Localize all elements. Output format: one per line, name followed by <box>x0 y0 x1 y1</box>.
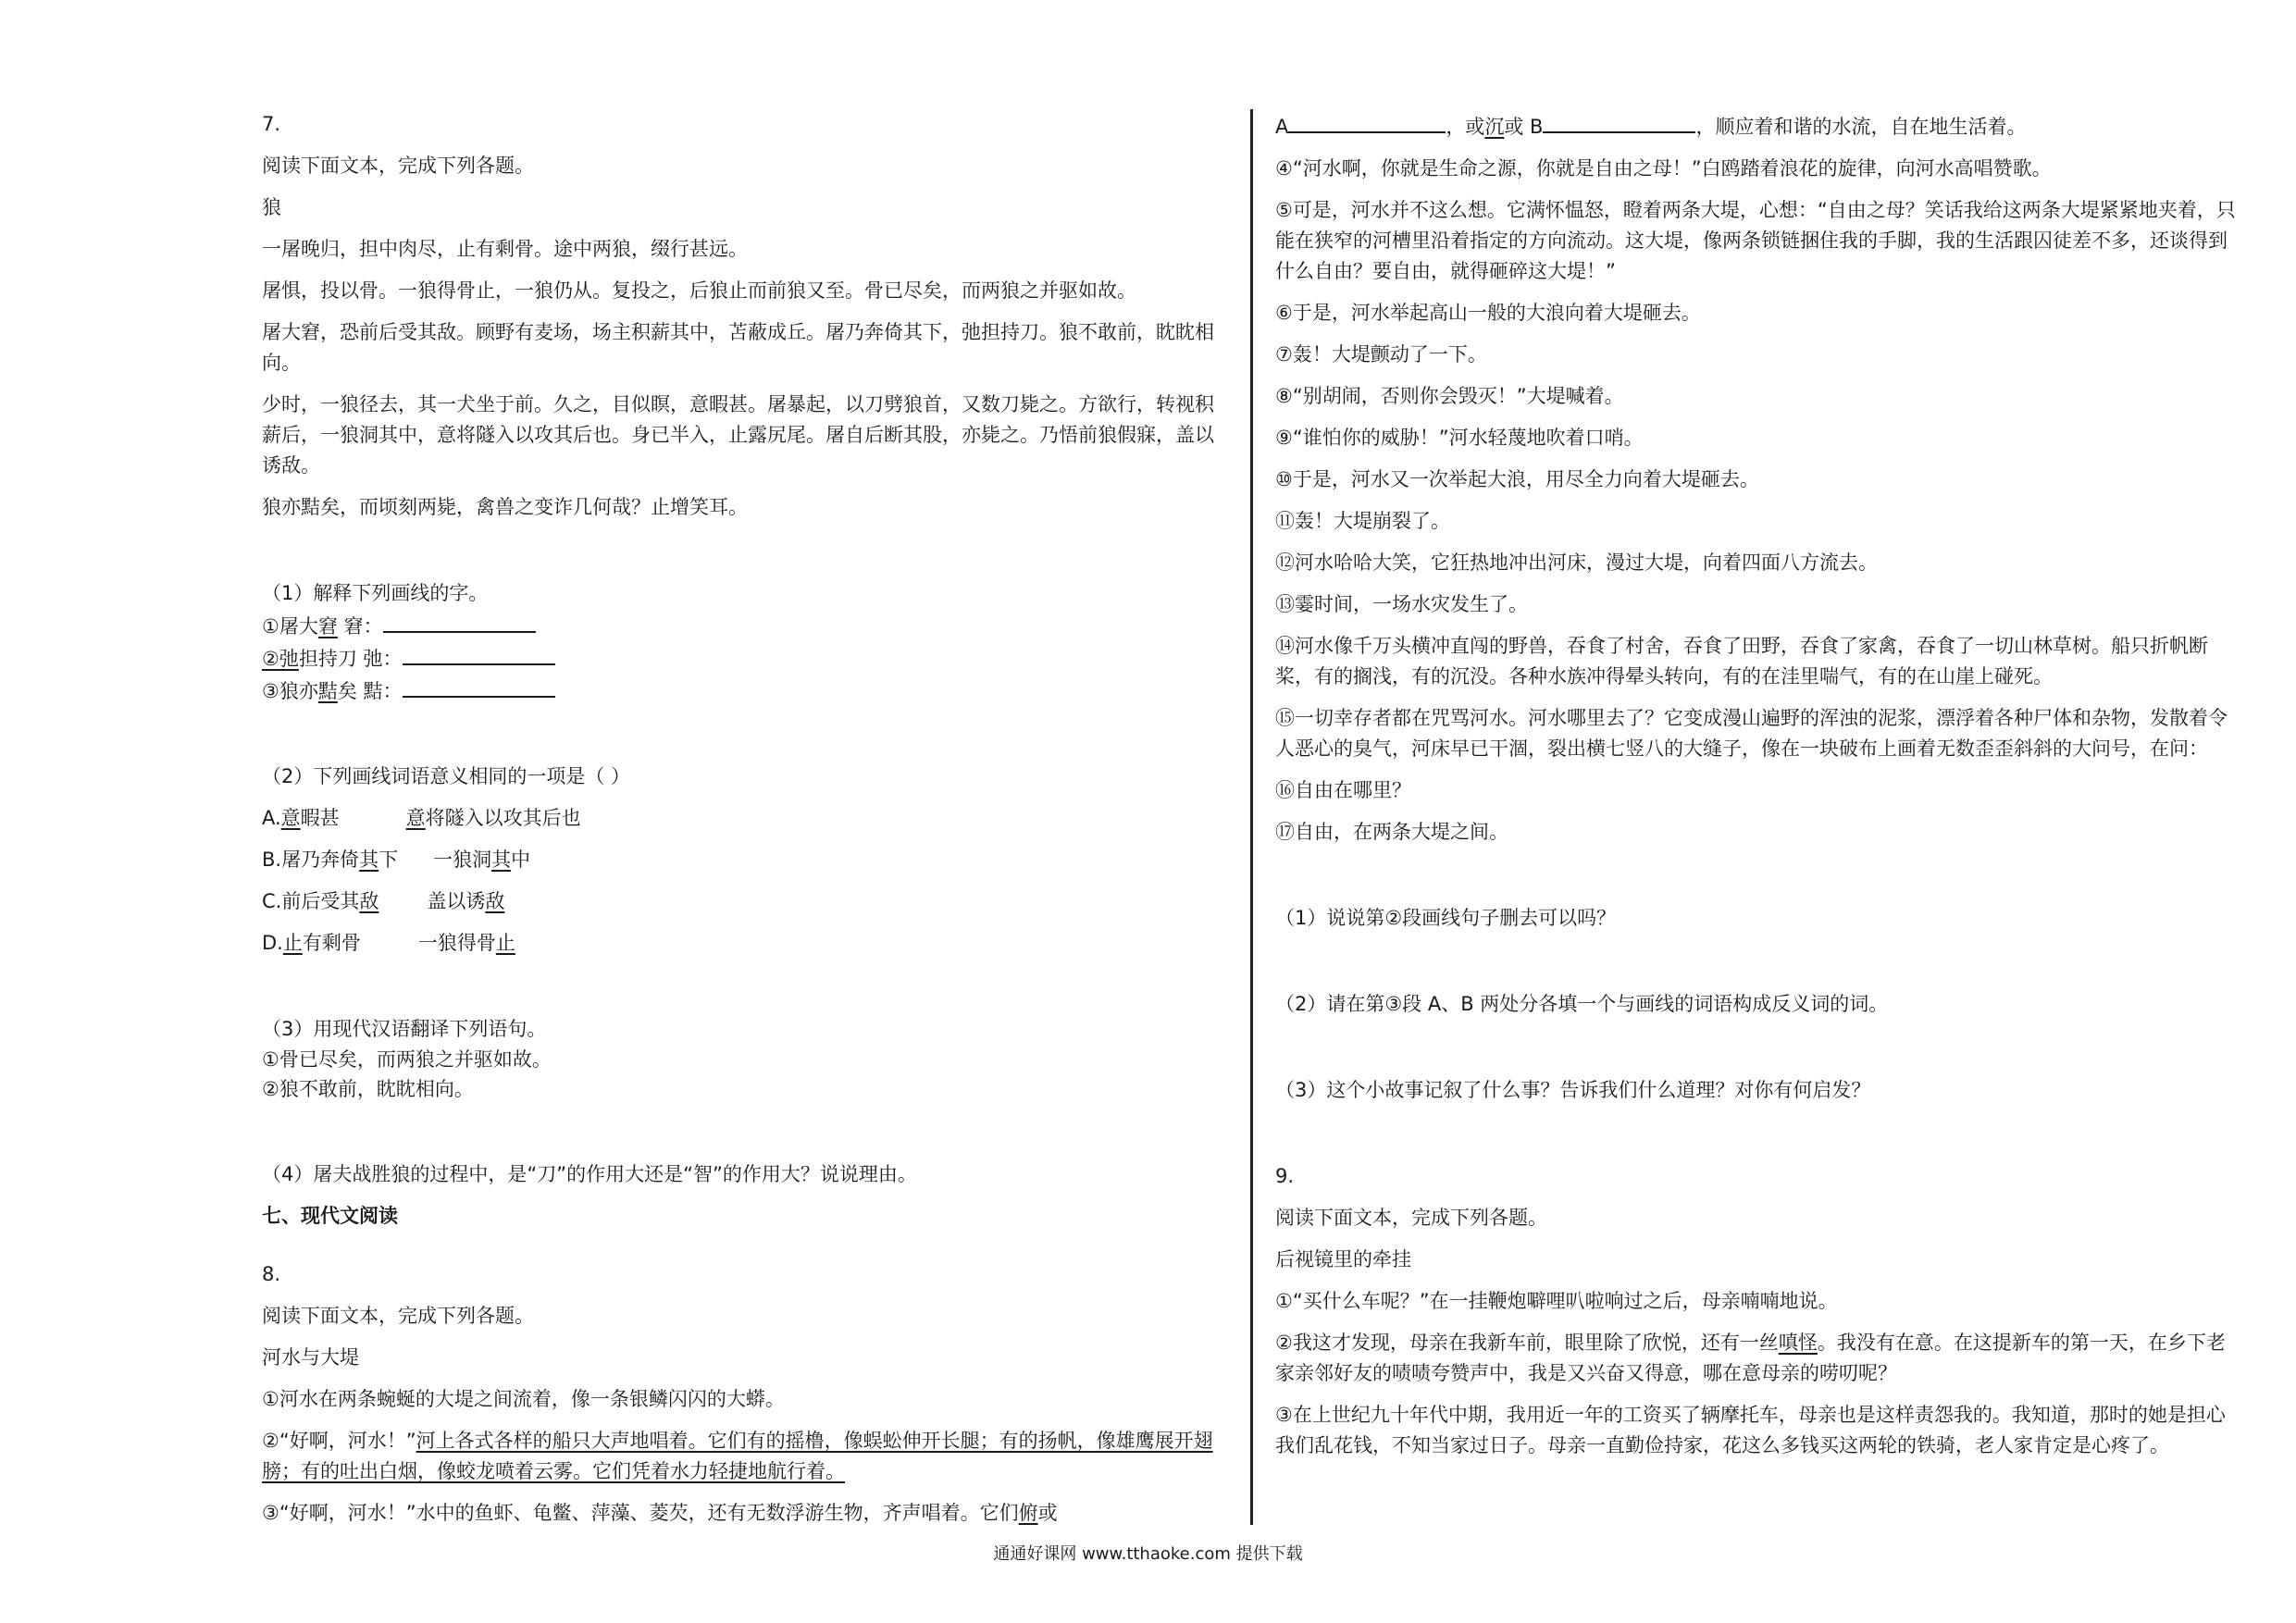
passage-paragraph: 屠大窘，恐前后受其敌。顾野有麦场，场主积薪其中，苫蔽成丘。屠乃奔倚其下，弛担持刀。狼不敢前，眈眈相向。 <box>262 321 1214 374</box>
option-b: B.屠乃奔倚其下 一狼洞其中 <box>262 849 531 871</box>
underlined-sentence: 河上各式各样的船只大声地唱着。它们有的摇橹，像蜈蚣伸开长腿；有的扬帆，像雄鹰展开翅膀；有的吐出白烟，像蛟龙喷着云雾。它们凭着水力轻捷地航行着。 <box>262 1430 1213 1482</box>
passage-paragraph: ⑮一切幸存者都在咒骂河水。河水哪里去了？它变成漫山遍野的浑浊的泥浆，漂浮着各种尸体和杂物，发散着令人恶心的臭气，河床早已干涸，裂出横七竖八的大缝子，像在一块破布上画着无数歪歪斜斜的大问号，在问： <box>1275 707 2228 760</box>
reading-instruction: 阅读下面文本，完成下列各题。 <box>262 1305 534 1327</box>
passage-paragraph: A ，或沉或 B ，顺应着和谐的水流，自在地生活着。 <box>1275 109 2238 142</box>
passage-paragraph: 一屠晚归，担中肉尽，止有剩骨。途中两狼，缀行甚远。 <box>262 238 748 260</box>
section-heading: 七、现代文阅读 <box>262 1205 398 1227</box>
passage-paragraph: ⑪轰！大堤崩裂了。 <box>1275 510 1450 532</box>
sub-question-4: （4）屠夫战胜狼的过程中，是“刀”的作用大还是“智”的作用大？说说理由。 <box>262 1163 917 1185</box>
passage-paragraph: ③“好啊，河水！”水中的鱼虾、龟鳖、萍藻、菱芡，还有无数浮游生物，齐声唱着。它们俯或 <box>262 1502 1058 1524</box>
passage-paragraph: ⑭河水像千万头横冲直闯的野兽，吞食了村舍，吞食了田野，吞食了家禽，吞食了一切山林草树。船只折帆断桨，有的搁浅，有的沉没。各种水族冲得晕头转向，有的在洼里喘气，有的在山崖上碰死。 <box>1275 635 2208 688</box>
passage-paragraph: 屠惧，投以骨。一狼得骨止，一狼仍从。复投之，后狼止而前狼又至。骨已尽矣，而两狼之并驱如故。 <box>262 279 1136 302</box>
passage-paragraph: ⑫河水哈哈大笑，它狂热地冲出河床，漫过大堤，向着四面八方流去。 <box>1275 551 1878 574</box>
passage-paragraph: ⑥于是，河水举起高山一般的大浪向着大堤砸去。 <box>1275 302 1701 324</box>
sub-question-1: （1）解释下列画线的字。 <box>262 582 489 604</box>
passage-paragraph: ③在上世纪九十年代中期，我用近一年的工资买了辆摩托车，母亲也是这样责怨我的。我知道，那时的她是担心我们乱花钱，不知当家过日子。母亲一直勤俭持家，花这么多钱买这两轮的铁骑，老人家肯定是心疼了。 <box>1275 1404 2226 1456</box>
passage-title: 河水与大堤 <box>262 1346 359 1369</box>
answer-blank[interactable] <box>403 641 555 665</box>
passage-paragraph: ⑦轰！大堤颤动了一下。 <box>1275 343 1487 365</box>
passage-paragraph: ⑨“谁怕你的威胁！”河水轻蔑地吹着口哨。 <box>1275 427 1644 449</box>
sub-question-2: （2）下列画线词语意义相同的一项是（ ） <box>262 765 631 787</box>
fill-item: ③狼亦黠矣 黠： <box>262 674 1224 706</box>
answer-blank-b[interactable] <box>1543 109 1695 133</box>
answer-blank-a[interactable] <box>1288 109 1446 133</box>
passage-paragraph: 狼亦黠矣，而顷刻两毙，禽兽之变诈几何哉？止增笑耳。 <box>262 496 748 518</box>
passage-title: 狼 <box>262 196 281 218</box>
fill-item: ①屠大窘 窘： <box>262 609 1224 641</box>
question-number-8: 8. <box>262 1263 281 1285</box>
passage-paragraph: ⑯自由在哪里？ <box>1275 779 1411 801</box>
passage-paragraph: ⑩于是，河水又一次举起大浪，用尽全力向着大堤砸去。 <box>1275 468 1759 490</box>
sub-question-3: （3）这个小故事记叙了什么事？告诉我们什么道理？对你有何启发？ <box>1275 1079 1871 1101</box>
question-number-9: 9. <box>1275 1165 1295 1187</box>
passage-paragraph: ②我这才发现，母亲在我新车前，眼里除了欣悦，还有一丝嗔怪。我没有在意。在这提新车的第一天，在乡下老家亲邻好友的啧啧夸赞声中，我是又兴奋又得意，哪在意母亲的唠叨呢？ <box>1275 1332 2226 1384</box>
sub-question-1: （1）说说第②段画线句子删去可以吗？ <box>1275 907 1617 929</box>
translate-item: ②狼不敢前，眈眈相向。 <box>262 1078 474 1100</box>
question-number-7: 7. <box>262 113 281 135</box>
passage-title: 后视镜里的牵挂 <box>1275 1248 1411 1270</box>
option-d: D.止有剩骨 一狼得骨止 <box>262 932 515 954</box>
passage-paragraph: ⑧“别胡闹，否则你会毁灭！”大堤喊着。 <box>1275 385 1624 407</box>
passage-paragraph: ①“买什么车呢？”在一挂鞭炮噼哩叭啦响过之后，母亲喃喃地说。 <box>1275 1290 1838 1312</box>
reading-instruction: 阅读下面文本，完成下列各题。 <box>1275 1207 1547 1229</box>
option-a: A.意暇甚 意将隧入以攻其后也 <box>262 807 581 829</box>
fill-item: ②弛担持刀 弛： <box>262 641 1224 674</box>
translate-item: ①骨已尽矣，而两狼之并驱如故。 <box>262 1048 552 1071</box>
option-c: C.前后受其敌 盖以诱敌 <box>262 890 505 912</box>
passage-paragraph: ⑰自由，在两条大堤之间。 <box>1275 821 1508 843</box>
passage-paragraph: ⑬霎时间，一场水灾发生了。 <box>1275 593 1528 615</box>
sub-question-3: （3）用现代汉语翻译下列语句。 <box>262 1018 547 1040</box>
left-column <box>262 109 1224 1529</box>
page-footer: 通通好课网 www.tthaoke.com 提供下载 <box>993 1544 1303 1564</box>
column-divider <box>1250 109 1253 1525</box>
right-column <box>1275 109 2238 1461</box>
reading-instruction: 阅读下面文本，完成下列各题。 <box>262 155 534 177</box>
answer-blank[interactable] <box>383 609 536 633</box>
passage-paragraph: ⑤可是，河水并不这么想。它满怀愠怒，瞪着两条大堤，心想：“自由之母？笑话我给这两条大堤紧紧地夹着，只能在狭窄的河槽里沿着指定的方向流动。这大堤，像两条锁链捆住我的手脚，我的生活跟囚徒差不多，还谈得到什么自由？要自由，就得砸碎这大堤！” <box>1275 199 2236 282</box>
answer-blank[interactable] <box>403 674 555 698</box>
passage-paragraph: ①河水在两条蜿蜒的大堤之间流着，像一条银鳞闪闪的大蟒。 <box>262 1388 785 1410</box>
passage-paragraph: 少时，一狼径去，其一犬坐于前。久之，目似瞑，意暇甚。屠暴起，以刀劈狼首，又数刀毙之。方欲行，转视积薪后，一狼洞其中，意将隧入以攻其后也。身已半入，止露尻尾。屠自后断其股，亦毙之。乃悟前狼假寐，盖以诱敌。 <box>262 393 1214 477</box>
sub-question-2: （2）请在第③段 A、B 两处分各填一个与画线的词语构成反义词的词。 <box>1275 993 1889 1015</box>
passage-paragraph: ④“河水啊，你就是生命之源，你就是自由之母！”白鸥踏着浪花的旋律，向河水高唱赞歌。 <box>1275 157 2052 180</box>
passage-paragraph: ②“好啊，河水！”河上各式各样的船只大声地唱着。它们有的摇橹，像蜈蚣伸开长腿；有的扬帆，像雄鹰展开翅膀；有的吐出白烟，像蛟龙喷着云雾。它们凭着水力轻捷地航行着。 <box>262 1430 1213 1482</box>
